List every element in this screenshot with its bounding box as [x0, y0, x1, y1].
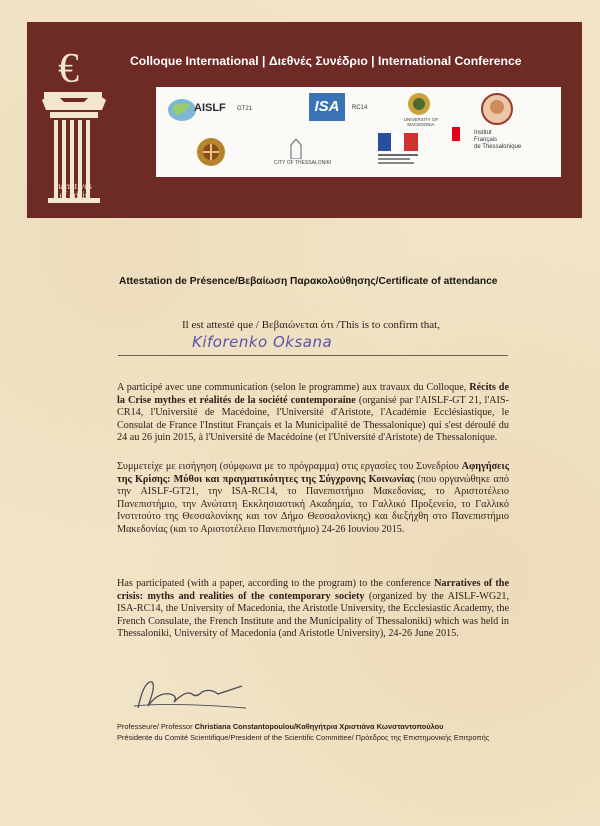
conference-title: Colloque International | Διεθνές Συνέδριο | International Conference — [130, 54, 522, 68]
institut-label: Institut Français de Thessalonique — [474, 130, 522, 150]
aislf-sub: GT21 — [237, 106, 253, 112]
macedonia-label: UNIVERSITY OF MACEDONIA — [403, 117, 439, 127]
isa-logo: ISA — [309, 93, 345, 121]
svg-text:€: € — [58, 46, 79, 92]
french-consulate-icon — [378, 133, 418, 165]
signatory-role-line: Présidente du Comité Scientifique/President of the Scientific Committee/ Πρόεδρος της Επιστημονικής Επιτροπής — [117, 733, 490, 742]
aislf-label: AISLF — [194, 102, 226, 114]
paragraph-french: A participé avec une communication (selon le programme) aux travaux du Colloque, Récits de la Crise mythes et réalités de la société contemporaine (organisé par l'AISLF-GT 21, l'AIS-CR14, l'Université de Macédoine, l'Université d'Aristote, l'Académie Ecclésiastique, le Consulat de France l'Institut Français et la Municipalité de Thessalonique) qui s'est déroulé du 24 au 26 juin 2015, à l'Université de Macédoine (et l'Université d'Aristote) de Thessalonique. — [117, 382, 509, 444]
paragraph-english: Has participated (with a paper, according to the program) to the conference Narratives of the crisis: myths and realities of the contemporary society (organized by the AISLF-WG21, ISA-RC14, the University of Macedonia, the Aristotle University, the Ecclesiastic Academy, the French Consulate, the French Institute and the Municipality of Thessaloniki) which was held in Thessaloniki, University of Macedonia (and Aristotle University), 24-26 June 2015. — [117, 578, 509, 640]
city-label: CITY OF THESSALONIKI — [274, 160, 332, 166]
certificate-heading: Attestation de Présence/Βεβαίωση Παρακολούθησης/Certificate of attendance — [119, 276, 498, 287]
recipient-name: Kiforenko Oksana — [192, 333, 333, 351]
aristotle-seal-icon — [481, 93, 513, 125]
academy-emblem-icon — [196, 137, 226, 167]
paragraph-greek: Συμμετείχε με εισήγηση (σύμφωνα με το πρόγραμμα) στις εργασίες του Συνεδρίου Αφηγήσεις της Κρίσης: Μύθοι και πραγματικότητες της Σύγχρονης Κοινωνίας (που οργανώθηκε από την AISLF-GT21, την ISA-RC14, το Πανεπιστήμιο Μακεδονίας, το Αριστοτέλειο Πανεπιστήμιο, την Ανώτατη Εκκλησιαστική Ακαδημία, το Γαλλικό Προξενείο, το Γαλλικό Ινστιτούτο της Θεσσαλονίκης και τον Δήμο Θεσσαλονίκης) και διεξήχθη στο Πανεπιστήμιο Μακεδονίας (και το Αριστοτέλειο Πανεπιστήμιο) 24-26 Ιουνίου 2015. — [117, 461, 509, 535]
confirm-line: Il est attesté que / Βεβαιώνεται ότι /This is to confirm that, — [182, 319, 440, 331]
city-tower-icon — [287, 137, 305, 159]
signatory-name-line: Professeure/ Professor Christiana Constantopoulou/Καθηγήτρια Χριστιάνα Κωνσταντοπούλου — [117, 722, 444, 731]
isa-sub: RC14 — [352, 105, 368, 111]
signatory-block — [117, 721, 517, 743]
institut-mark-icon — [452, 127, 476, 141]
university-seal-icon — [404, 91, 434, 117]
sponsor-logos-strip — [156, 87, 561, 177]
name-underline — [118, 355, 508, 356]
signature-icon — [130, 672, 250, 717]
logo-caption: narratives of crisis — [56, 181, 92, 200]
